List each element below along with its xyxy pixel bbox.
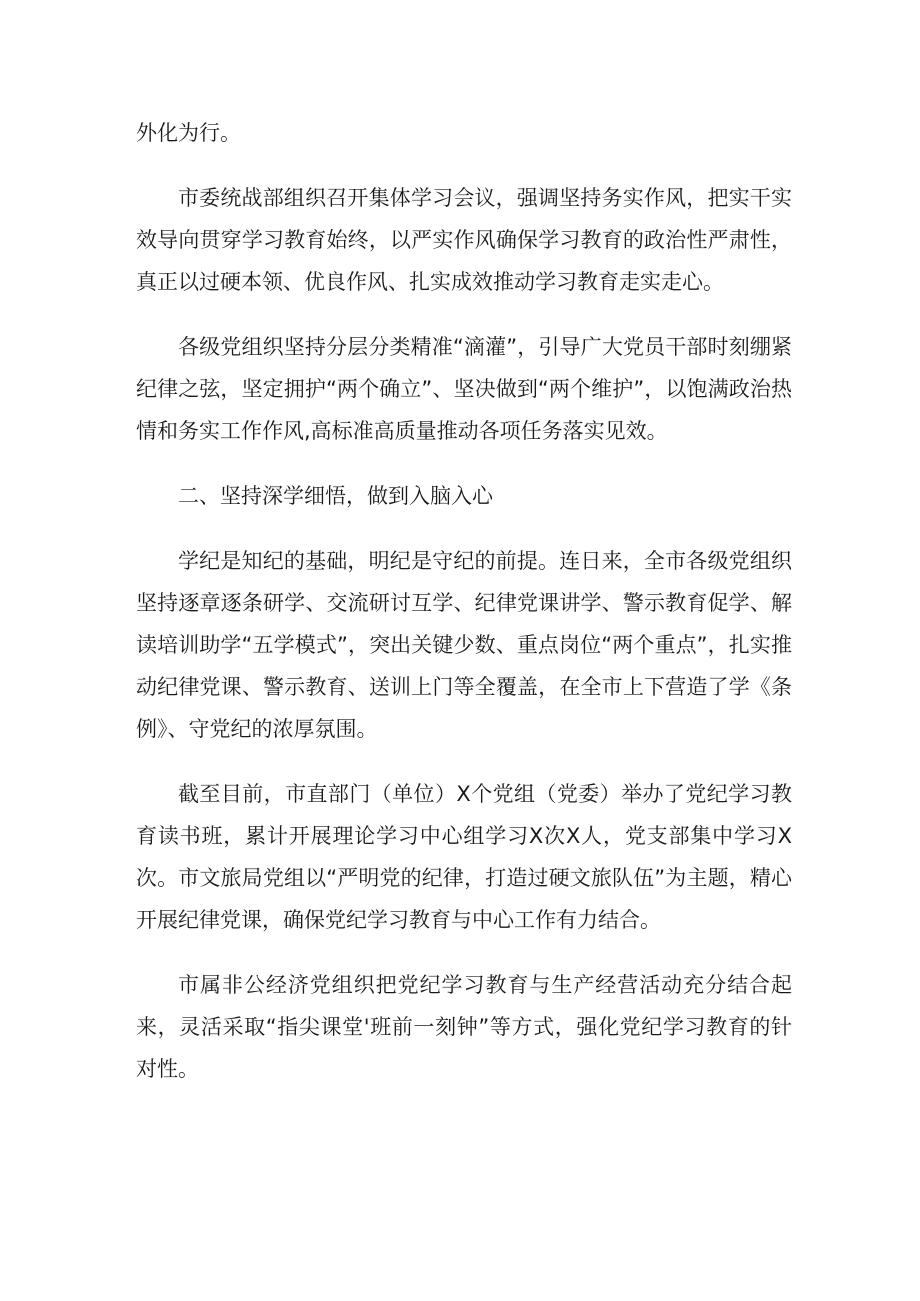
document-body [136, 112, 792, 1113]
paragraph-progress-to-date: 截至目前，市直部门（单位）X个党组（党委）举办了党纪学习教育读书班，累计开展理论学习中心组学习X次X人，党支部集中学习X次。市文旅局党组以“严明党的纪律，打造过硬文旅队伍”为主题，精心开展纪律党课，确保党纪学习教育与中心工作有力结合。 [136, 782, 792, 932]
paragraph-continuation: 外化为行。 [136, 121, 241, 145]
paragraph-united-front-study: 市委统战部组织召开集体学习会议，强调坚持务实作风，把实干实效导向贯穿学习教育始终，以严实作风确保学习教育的政治性严肃性，真正以过硬本领、优良作风、扎实成效推动学习教育走实走心。 [136, 186, 792, 294]
paragraph-party-organizations: 各级党组织坚持分层分类精准“滴灌”，引导广大党员干部时刻绷紧纪律之弦，坚定拥护“两个确立”、坚决做到“两个维护”，以饱满政治热情和务实工作作风,高标准高质量推动各项任务落实见效。 [136, 335, 792, 443]
paragraph-learning-discipline: 学纪是知纪的基础，明纪是守纪的前提。连日来，全市各级党组织坚持逐章逐条研学、交流研讨互学、纪律党课讲学、警示教育促学、解读培训助学“五学模式”，突出关键少数、重点岗位“两个重点”，扎实推动纪律党课、警示教育、送训上门等全覆盖，在全市上下营造了学《条例》、守党纪的浓厚氛围。 [136, 549, 792, 741]
section-heading: 二、坚持深学细悟，做到入脑入心 [178, 484, 493, 508]
paragraph-non-public-economy: 市属非公经济党组织把党纪学习教育与生产经营活动充分结合起来，灵活采取“指尖课堂'班前一刻钟”等方式，强化党纪学习教育的针对性。 [136, 973, 792, 1081]
